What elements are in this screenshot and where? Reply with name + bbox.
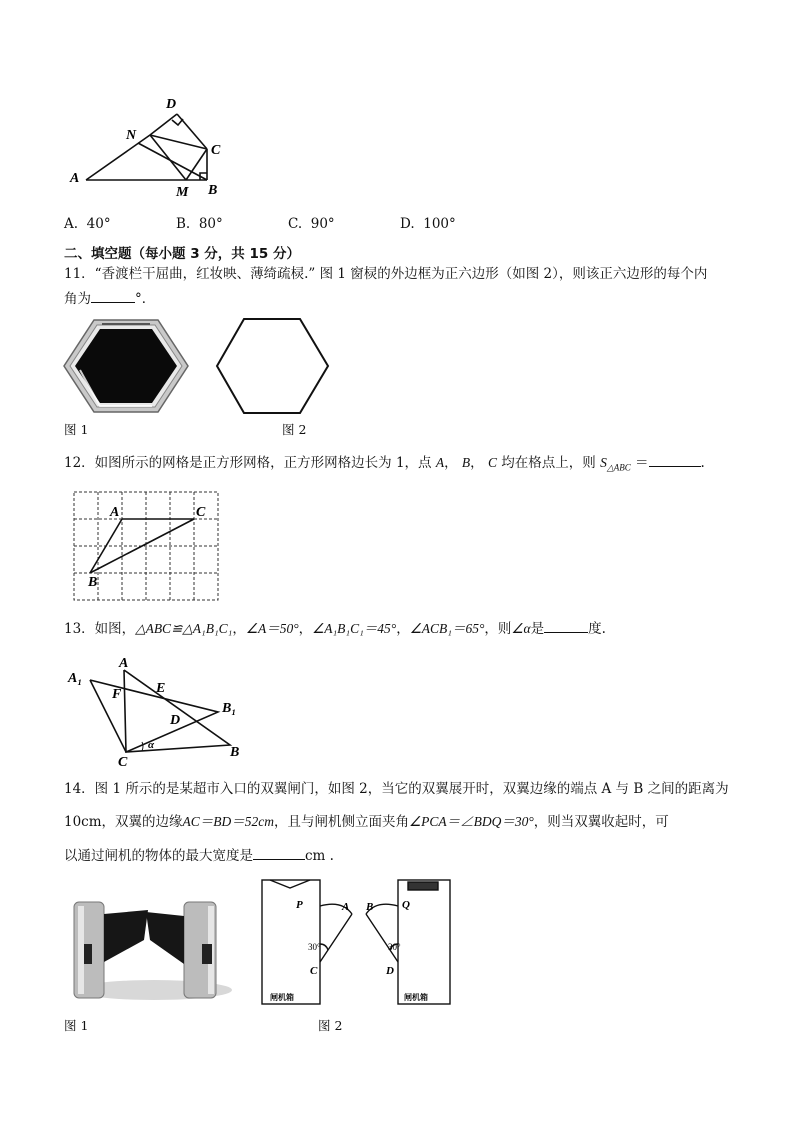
q14-fig1-caption: 图 1 [64, 1018, 89, 1033]
q14-line-d-b [366, 914, 398, 962]
q14-line2 [64, 812, 669, 832]
q12-label-a: A [110, 505, 120, 520]
q10-option-b [176, 216, 223, 232]
q13-angle-acb1: ∠ACB₁＝65° [409, 621, 485, 636]
q11-line2-pre: 角为 [64, 291, 91, 307]
q13-sep3: ， [396, 621, 410, 637]
q13-label-alpha: α [148, 739, 155, 751]
q13-figure [62, 652, 262, 770]
q14-answer-blank [253, 845, 305, 860]
q14-line-c-a [320, 914, 352, 962]
q10-option-c-value: 90° [310, 216, 335, 232]
q14-label-30-left: 30° [308, 942, 321, 952]
q10-label-m: M [176, 185, 189, 200]
q10-label-n: N [126, 128, 137, 143]
q13-alpha-arc [142, 742, 143, 751]
q12-point-a: A [435, 455, 445, 470]
q14-line3 [64, 845, 334, 866]
q14-label-p: P [296, 899, 303, 911]
q13-label-a: A [119, 656, 129, 671]
q10-option-b-value: 80° [198, 216, 223, 232]
q12-eq: ＝ [635, 455, 649, 471]
q13-label-f: F [112, 687, 122, 702]
q10-figure [60, 92, 230, 202]
q11-line2-post: °． [135, 291, 156, 307]
q10-option-d [400, 216, 456, 232]
q13-line [64, 618, 606, 639]
q10-label-a: A [70, 171, 80, 186]
q13-pre: 13．如图， [64, 621, 136, 637]
q13-unit: 度. [588, 621, 606, 637]
q12-sep1: ， [444, 455, 458, 471]
q10-label-b: B [208, 183, 218, 198]
q13-sep1: ， [232, 621, 246, 637]
q12-sep2: ， [470, 455, 484, 471]
q11-line1: 11．“香渡栏干屈曲，红妆映、薄绮疏棂.” 图 1 窗棂的外边框为正六边形（如图 2），则该正六边形的每个内 [64, 266, 708, 282]
q14-line2-pre: 10cm，双翼的边缘 [64, 814, 183, 830]
q10-option-d-letter: D. [400, 216, 415, 232]
q10-line-m-c [186, 149, 207, 180]
q14-right-box-top [408, 882, 438, 890]
q10-option-c-letter: C. [288, 216, 303, 232]
q13-congruence: △ABC≌△A₁B₁C₁ [135, 621, 233, 636]
q14-label-c: C [310, 965, 318, 977]
q12-triangle-abc [90, 519, 194, 573]
q13-label-e: E [156, 681, 166, 696]
q13-label-d: D [170, 713, 181, 728]
q14-label-b: B [366, 901, 374, 913]
q11-line2 [64, 288, 155, 309]
q14-line3-post: cm . [305, 848, 334, 864]
q13-answer-blank [544, 618, 588, 633]
q10-label-d: D [166, 97, 177, 112]
q10-option-c [288, 216, 335, 232]
q14-line2-mid: ，且与闸机侧立面夹角 [274, 814, 410, 830]
q14-line2-angle: ∠PCA＝∠BDQ＝30° [409, 814, 534, 829]
q10-label-c: C [211, 143, 221, 158]
q10-line-d-c [177, 114, 207, 149]
q13-sep2: ， [298, 621, 313, 637]
q14-label-d: D [386, 965, 394, 977]
q13-angle-a: ∠A＝50° [245, 621, 299, 636]
q11-answer-blank [91, 288, 135, 303]
q13-angle-a1b1c1: ∠A₁B₁C₁＝45° [312, 621, 397, 636]
q14-line3-pre: 以通过闸机的物体的最大宽度是 [64, 848, 253, 864]
q13-is: 是 [530, 621, 545, 637]
q14-angle-arc-left [320, 944, 328, 950]
q10-option-a-letter: A. [64, 216, 79, 232]
q12-area-s: S [600, 455, 607, 470]
q14-figure2-gate-schematic [258, 874, 458, 1010]
q12-end: . [700, 455, 705, 471]
q13-label-b: B [230, 745, 240, 760]
section-title: 二、填空题（每小题 3 分，共 15 分） [64, 246, 300, 262]
q14-line1: 14．图 1 所示的是某超市入口的双翼闸门，如图 2，当它的双翼展开时，双翼边缘的端点 A 与 B 之间的距离为 [64, 781, 729, 797]
q10-right-angle-d [172, 119, 183, 125]
q14-label-a: A [342, 901, 350, 913]
q12-mid: 均在格点上，则 [501, 455, 596, 471]
q14-left-indicator [84, 944, 92, 964]
q14-right-indicator [202, 944, 212, 964]
q12-point-b: B [461, 455, 471, 470]
q14-line2-post: ，则当双翼收起时，可 [533, 814, 669, 830]
q11-figure1-window-photo [62, 318, 190, 416]
q14-left-box-top [270, 880, 310, 888]
q12-label-c: C [196, 505, 206, 520]
q10-option-a-value: 40° [86, 216, 111, 232]
q10-option-a [64, 216, 111, 232]
q11-regular-hexagon [217, 319, 328, 413]
q10-line-a-n-d [86, 114, 177, 180]
q13-alpha: ∠α [511, 621, 531, 636]
q12-answer-blank [649, 452, 701, 467]
q14-left-box-caption: 闸机箱 [270, 993, 294, 1002]
q13-then: ，则 [484, 621, 512, 637]
q14-label-30-right: 30° [388, 942, 401, 952]
q13-label-b1: B₁ [222, 701, 237, 716]
q13-label-a1: A₁ [68, 671, 83, 686]
q10-option-b-letter: B. [176, 216, 191, 232]
q12-grid-figure [68, 486, 228, 604]
q12-label-b: B [88, 575, 98, 590]
q14-label-q: Q [402, 899, 410, 911]
q14-line2-eq: AC＝BD＝52cm [182, 814, 275, 829]
q14-figure1-gate-photo [66, 888, 236, 1006]
q12-line [64, 452, 705, 478]
q10-option-d-value: 100° [423, 216, 456, 232]
q12-pre: 12．如图所示的网格是正方形网格，正方形网格边长为 1，点 [64, 455, 432, 471]
q12-area-sub: △ABC [606, 462, 631, 473]
q11-figure2-hexagon [214, 316, 332, 416]
q13-label-c: C [118, 755, 128, 770]
q14-right-box-caption: 闸机箱 [404, 993, 428, 1002]
q12-point-c: C [487, 455, 497, 470]
q11-fig1-caption: 图 1 [64, 422, 89, 437]
q11-fig2-caption: 图 2 [282, 422, 307, 437]
q10-line-n-b [138, 143, 207, 180]
q14-fig2-caption: 图 2 [318, 1018, 343, 1033]
